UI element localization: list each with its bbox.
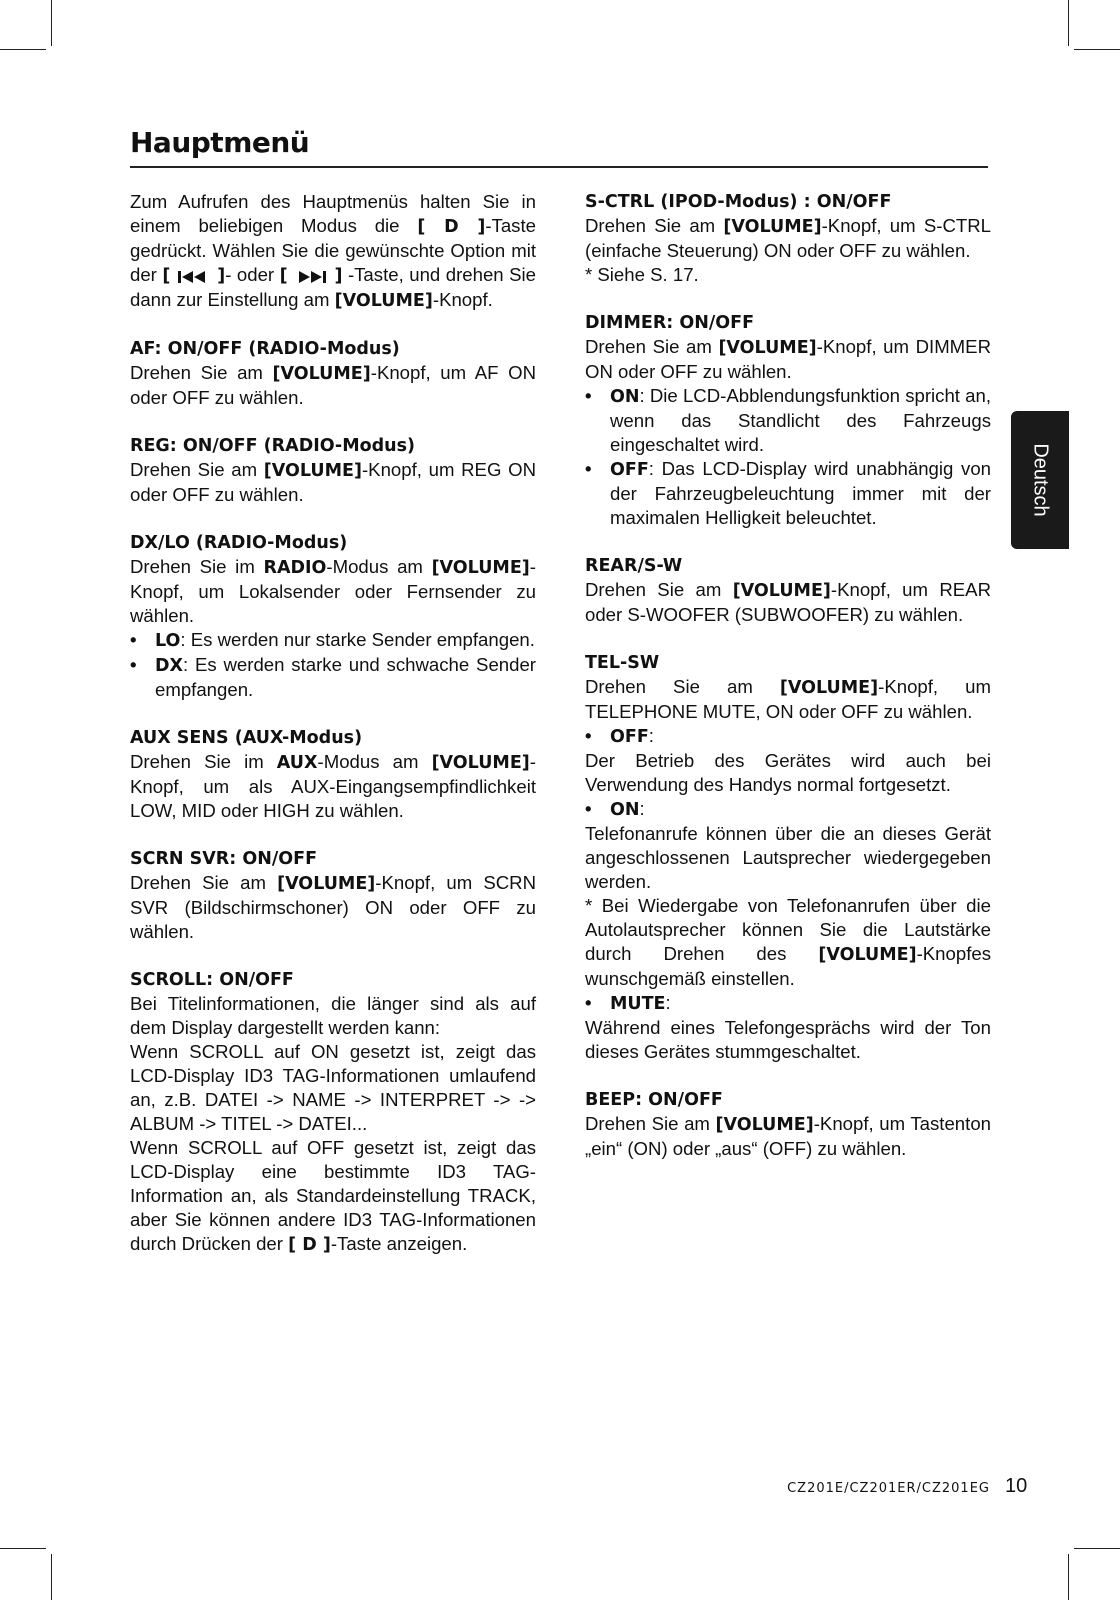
telsw-on-text: Telefonanrufe können über die an dieses Gerät angeschlossenen Lautsprecher wiedergegeben werden. bbox=[585, 823, 991, 892]
telsw-mute-text: Während eines Telefongesprächs wird der Ton dieses Gerätes stummgeschaltet. bbox=[585, 1017, 991, 1062]
footer-model: CZ201E/CZ201ER/CZ201EG bbox=[787, 1481, 990, 1496]
dxlo-heading: DX/LO (RADIO-Modus) bbox=[130, 533, 348, 553]
dxlo-text: Drehen Sie im RADIO-Modus am [VOLUME]-Knopf, um Lokalsender oder Fernsender zu wählen. bbox=[130, 556, 536, 626]
sctrl-heading: S-CTRL (IPOD-Modus) : ON/OFF bbox=[585, 192, 892, 212]
scroll-text-3: Wenn SCROLL auf OFF gesetzt ist, zeigt das LCD-Display eine bestimmte ID3 TAG-Information an, als Standardeinstellung TRACK, aber Sie können andere ID3 TAG-Informationen durch Drücken der [ D ]-Taste anzeigen. bbox=[130, 1137, 536, 1255]
crop-mark bbox=[0, 49, 46, 50]
telsw-heading: TEL-SW bbox=[585, 653, 660, 673]
rear-section bbox=[585, 554, 991, 627]
aux-text: Drehen Sie im AUX-Modus am [VOLUME]-Knopf, um als AUX-Eingangsempfindlichkeit LOW, MID oder HIGH zu wählen. bbox=[130, 751, 536, 821]
scroll-text-1: Bei Titelinformationen, die länger sind als auf dem Display dargestellt werden kann: bbox=[130, 993, 536, 1038]
telsw-on-label: • ON: bbox=[585, 797, 991, 822]
left-column bbox=[130, 190, 536, 1281]
crop-mark bbox=[1074, 1548, 1120, 1549]
rear-text: Drehen Sie am [VOLUME]-Knopf, um REAR oder S-WOOFER (SUBWOOFER) zu wählen. bbox=[585, 579, 992, 625]
language-tab bbox=[1011, 411, 1069, 549]
aux-section bbox=[130, 726, 536, 823]
right-column bbox=[585, 190, 991, 1185]
previous-track-icon bbox=[177, 270, 211, 284]
list-item: • OFF: Das LCD-Display wird unabhängig von der Fahrzeugbeleuchtung immer mit der maximalen Helligkeit beleuchtet. bbox=[585, 457, 991, 530]
page-title: Hauptmenü bbox=[130, 126, 310, 159]
dxlo-section bbox=[130, 531, 536, 702]
scroll-section bbox=[130, 968, 536, 1257]
language-tab-label: Deutsch bbox=[1029, 443, 1052, 517]
list-item: • LO: Es werden nur starke Sender empfangen. bbox=[130, 628, 536, 653]
scroll-text-2: Wenn SCROLL auf ON gesetzt ist, zeigt das LCD-Display ID3 TAG-Informationen umlaufend an, z.B. DATEI -> NAME -> INTERPRET -> -> ALBUM -> TITEL -> DATEI... bbox=[130, 1041, 536, 1134]
aux-heading: AUX SENS (AUX-Modus) bbox=[130, 728, 363, 748]
reg-text: Drehen Sie am [VOLUME]-Knopf, um REG ON oder OFF zu wählen. bbox=[130, 459, 536, 505]
list-item: • ON: Die LCD-Abblendungsfunktion spricht an, wenn das Standlicht des Fahrzeugs eingeschaltet wird. bbox=[585, 384, 991, 457]
telsw-off-text: Der Betrieb des Gerätes wird auch bei Verwendung des Handys normal fortgesetzt. bbox=[585, 750, 991, 795]
af-heading: AF: ON/OFF (RADIO-Modus) bbox=[130, 339, 400, 359]
crop-mark bbox=[0, 1548, 46, 1549]
beep-section bbox=[585, 1088, 991, 1161]
title-divider bbox=[130, 166, 988, 168]
scrn-heading: SCRN SVR: ON/OFF bbox=[130, 849, 318, 869]
crop-mark bbox=[1074, 49, 1120, 50]
sctrl-section bbox=[585, 190, 991, 287]
reg-section bbox=[130, 434, 536, 507]
dxlo-list bbox=[130, 628, 536, 702]
scrn-section bbox=[130, 847, 536, 944]
beep-text: Drehen Sie am [VOLUME]-Knopf, um Tastenton „ein“ (ON) oder „aus“ (OFF) zu wählen. bbox=[585, 1113, 991, 1159]
telsw-off-label: • OFF: bbox=[585, 724, 991, 749]
crop-mark bbox=[1068, 1554, 1069, 1600]
page-number: 10 bbox=[1005, 1475, 1028, 1497]
crop-mark bbox=[51, 0, 52, 46]
intro-section bbox=[130, 190, 536, 313]
dimmer-text: Drehen Sie am [VOLUME]-Knopf, um DIMMER ON oder OFF zu wählen. bbox=[585, 336, 991, 382]
rear-heading: REAR/S-W bbox=[585, 556, 683, 576]
af-section bbox=[130, 337, 536, 410]
telsw-section bbox=[585, 651, 991, 1064]
sctrl-note: * Siehe S. 17. bbox=[585, 264, 699, 285]
scroll-heading: SCROLL: ON/OFF bbox=[130, 970, 294, 990]
dimmer-section bbox=[585, 311, 991, 530]
reg-heading: REG: ON/OFF (RADIO-Modus) bbox=[130, 436, 416, 456]
beep-heading: BEEP: ON/OFF bbox=[585, 1090, 723, 1110]
telsw-mute-label: • MUTE: bbox=[585, 991, 991, 1016]
telsw-text: Drehen Sie am [VOLUME]-Knopf, um TELEPHONE MUTE, ON oder OFF zu wählen. bbox=[585, 676, 991, 722]
sctrl-text: Drehen Sie am [VOLUME]-Knopf, um S-CTRL (einfache Steuerung) ON oder OFF zu wählen. bbox=[585, 215, 991, 261]
dimmer-list bbox=[585, 384, 991, 530]
intro-paragraph: Zum Aufrufen des Hauptmenüs halten Sie in einem beliebigen Modus die [ D ]-Taste gedrückt. Wählen Sie die gewünschte Option mit der [ ]- oder [ ] -Taste, und drehen Sie dann zur Einstellung am [VOLUME]-Knopf. bbox=[130, 191, 537, 311]
next-track-icon bbox=[294, 270, 328, 284]
list-item: • DX: Es werden starke und schwache Sender empfangen. bbox=[130, 653, 536, 702]
crop-mark bbox=[1068, 0, 1069, 46]
telsw-note: * Bei Wiedergabe von Telefonanrufen über die Autolautsprecher können Sie die Lautstärke durch Drehen des [VOLUME]-Knopfes wunschgemäß einstellen. bbox=[585, 895, 991, 989]
crop-mark bbox=[51, 1554, 52, 1600]
dimmer-heading: DIMMER: ON/OFF bbox=[585, 313, 755, 333]
af-text: Drehen Sie am [VOLUME]-Knopf, um AF ON oder OFF zu wählen. bbox=[130, 362, 536, 408]
scrn-text: Drehen Sie am [VOLUME]-Knopf, um SCRN SVR (Bildschirmschoner) ON oder OFF zu wählen. bbox=[130, 872, 537, 942]
